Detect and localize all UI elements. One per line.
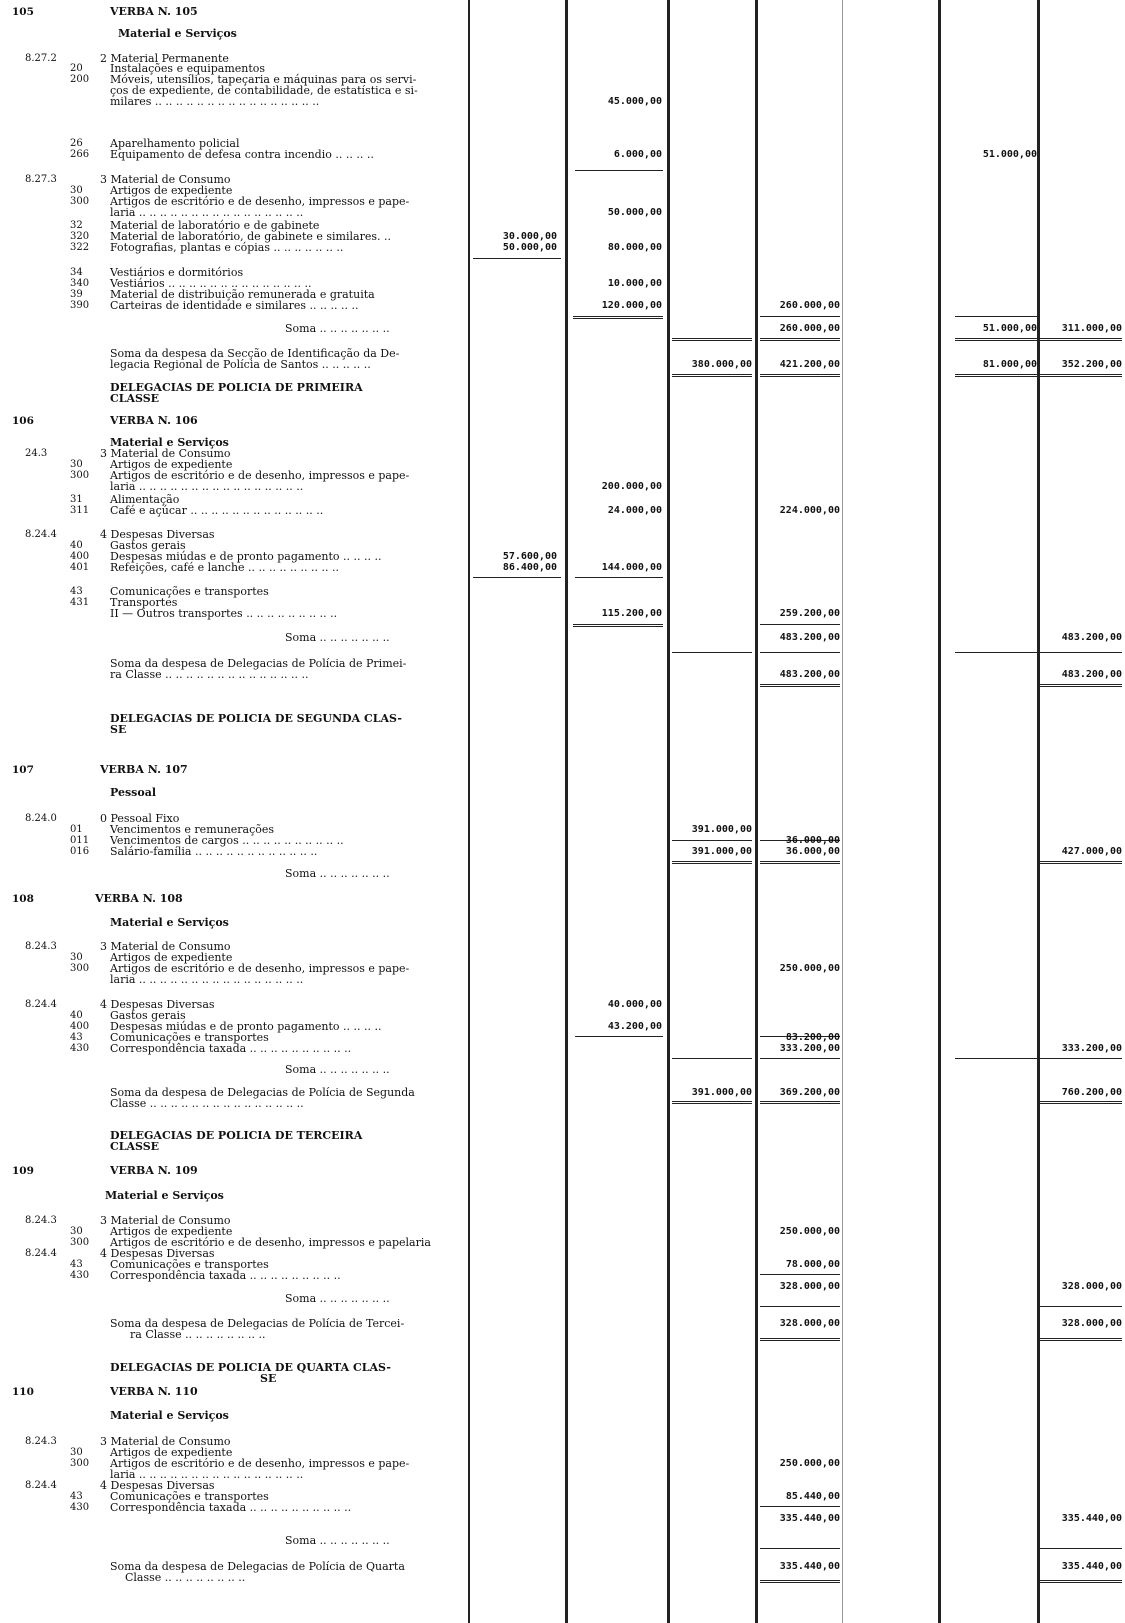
- amount-c1: 86.400,00: [502, 562, 557, 573]
- line-text: SE: [110, 723, 127, 736]
- rule: [955, 338, 1037, 344]
- line-text: Artigos de escritório e de desenho, impressos e pape-: [110, 469, 410, 482]
- line-text: Móveis, utensílios, tapeçaria e máquinas para os servi-: [110, 73, 417, 86]
- amount-c1: 57.600,00: [502, 551, 557, 562]
- subitem-code: 300: [70, 963, 90, 974]
- rule: [760, 652, 840, 653]
- line-text: Artigos de expediente: [110, 1225, 233, 1238]
- amount-c2: 24.000,00: [607, 505, 662, 516]
- amount-c2: 115.200,00: [601, 608, 662, 619]
- ledger-row: [0, 241, 1125, 255]
- line-text: Alimentação: [110, 493, 180, 506]
- ledger-row: [0, 867, 1125, 881]
- subitem-code: 30: [70, 1226, 83, 1237]
- item-number: 105: [12, 6, 34, 18]
- rule: [760, 374, 840, 380]
- ledger-row: [0, 392, 1125, 406]
- subitem-code: 320: [70, 231, 90, 242]
- rule: [760, 1058, 840, 1059]
- line-text: VERBA N. 108: [95, 892, 183, 905]
- amount-c6: 483.200,00: [1061, 632, 1122, 643]
- line-text: Material de laboratório, de gabinete e similares. ..: [110, 230, 391, 243]
- ledger-row: [0, 1042, 1125, 1056]
- line-text: VERBA N. 110: [110, 1385, 198, 1398]
- subitem-code: 20: [70, 63, 83, 74]
- amount-c2: 50.000,00: [607, 207, 662, 218]
- amount-c6: 328.000,00: [1061, 1318, 1122, 1329]
- ledger-row: [0, 1164, 1125, 1178]
- line-text: Soma .. .. .. .. .. .. ..: [285, 1292, 390, 1305]
- rule: [1040, 684, 1122, 690]
- subitem-code: 31: [70, 494, 83, 505]
- line-text: Vestiários .. .. .. .. .. .. .. .. .. .. .. .. .. ..: [110, 277, 312, 290]
- amount-c4: 224.000,00: [779, 505, 840, 516]
- subitem-code: 430: [70, 1270, 90, 1281]
- line-text: 4 Despesas Diversas: [100, 1479, 215, 1492]
- line-text: VERBA N. 105: [110, 5, 198, 18]
- subitem-code: 431: [70, 597, 90, 608]
- amount-c4: 421.200,00: [779, 359, 840, 370]
- amount-c1: 50.000,00: [502, 242, 557, 253]
- item-number: 106: [12, 415, 34, 427]
- ledger-row: [0, 148, 1125, 162]
- amount-c3: 391.000,00: [691, 824, 752, 835]
- line-text: Pessoal: [110, 786, 157, 799]
- rule: [955, 652, 1037, 653]
- amount-c4: 78.000,00: [785, 1259, 840, 1270]
- line-text: Soma da despesa de Delegacias de Polícia de Tercei-: [110, 1317, 405, 1330]
- rule: [575, 170, 663, 171]
- amount-c4: 83.200,00: [785, 1032, 840, 1043]
- amount-c6: 328.000,00: [1061, 1281, 1122, 1292]
- line-text: Material e Serviços: [110, 1409, 229, 1422]
- rule: [955, 1058, 1037, 1059]
- line-text: Material de laboratório e de gabinete: [110, 219, 320, 232]
- line-text: Material de distribuição remunerada e gratuita: [110, 288, 375, 301]
- amount-c4: 328.000,00: [779, 1318, 840, 1329]
- classification-code: 8.27.2: [25, 53, 57, 64]
- amount-c6: 335.440,00: [1061, 1513, 1122, 1524]
- line-text: Salário-família .. .. .. .. .. .. .. .. .. .. .. ..: [110, 845, 318, 858]
- ledger-row: [0, 1534, 1125, 1548]
- ledger-row: [0, 322, 1125, 336]
- ledger-row: [0, 299, 1125, 313]
- line-text: Soma da despesa de Delegacias de Polícia de Primei-: [110, 657, 407, 670]
- line-text: Vencimentos de cargos .. .. .. .. .. .. .. .. .. ..: [110, 834, 344, 847]
- subitem-code: 430: [70, 1502, 90, 1513]
- ledger-row: [0, 1385, 1125, 1399]
- amount-c4: 335.440,00: [779, 1561, 840, 1572]
- ledger-row: [0, 668, 1125, 682]
- line-text: Soma .. .. .. .. .. .. ..: [285, 1063, 390, 1076]
- line-text: Comunicações e transportes: [110, 1258, 269, 1271]
- rule: [473, 577, 561, 578]
- ledger-row: [0, 414, 1125, 428]
- subitem-code: 200: [70, 74, 90, 85]
- subitem-code: 401: [70, 562, 90, 573]
- rule: [760, 1548, 840, 1549]
- line-text: Soma da despesa da Secção de Identificação da De-: [110, 347, 400, 360]
- amount-c6: 311.000,00: [1061, 323, 1122, 334]
- line-text: 3 Material de Consumo: [100, 447, 231, 460]
- line-text: Material e Serviços: [110, 436, 229, 449]
- amount-c4: 260.000,00: [779, 323, 840, 334]
- amount-c6: 335.440,00: [1061, 1561, 1122, 1572]
- amount-c1: 30.000,00: [502, 231, 557, 242]
- subitem-code: 34: [70, 267, 83, 278]
- ledger-row: [0, 206, 1125, 220]
- subitem-code: 300: [70, 1237, 90, 1248]
- line-text: Despesas miúdas e de pronto pagamento .. .. .. ..: [110, 1020, 382, 1033]
- ledger-row: [0, 786, 1125, 800]
- rule: [672, 374, 752, 380]
- classification-code: 8.24.4: [25, 529, 57, 540]
- subitem-code: 30: [70, 185, 83, 196]
- subitem-code: 400: [70, 551, 90, 562]
- amount-c6: 760.200,00: [1061, 1087, 1122, 1098]
- line-text: Soma .. .. .. .. .. .. ..: [285, 631, 390, 644]
- rule: [760, 624, 840, 625]
- rule: [672, 652, 752, 653]
- line-text: Classe .. .. .. .. .. .. .. ..: [125, 1571, 246, 1584]
- rule: [575, 577, 663, 578]
- line-text: Vencimentos e remunerações: [110, 823, 275, 836]
- line-text: 3 Material de Consumo: [100, 1435, 231, 1448]
- line-text: laria .. .. .. .. .. .. .. .. .. .. .. .. .. .. .. ..: [110, 1468, 304, 1481]
- amount-c4: 259.200,00: [779, 608, 840, 619]
- rule: [1040, 1058, 1122, 1059]
- line-text: Vestiários e dormitórios: [110, 266, 244, 279]
- amount-c4: 250.000,00: [779, 1226, 840, 1237]
- ledger-row: [0, 1328, 1125, 1342]
- ledger-row: [0, 763, 1125, 777]
- subitem-code: 43: [70, 1259, 83, 1270]
- line-text: Gastos gerais: [110, 1009, 186, 1022]
- subitem-code: 32: [70, 220, 83, 231]
- ledger-row: [0, 1140, 1125, 1154]
- line-text: Soma da despesa de Delegacias de Polícia de Quarta: [110, 1560, 405, 1573]
- rule: [760, 684, 840, 690]
- amount-c3: 391.000,00: [691, 1087, 752, 1098]
- subitem-code: 40: [70, 1010, 83, 1021]
- item-number: 110: [12, 1386, 34, 1398]
- ledger-row: [0, 95, 1125, 109]
- subitem-code: 40: [70, 540, 83, 551]
- ledger-row: [0, 480, 1125, 494]
- line-text: DELEGACIAS DE POLICIA DE QUARTA CLAS-: [110, 1361, 391, 1374]
- line-text: Refeições, café e lanche .. .. .. .. .. .. .. .. ..: [110, 561, 339, 574]
- line-text: Comunicações e transportes: [110, 1490, 269, 1503]
- amount-c4: 85.440,00: [785, 1491, 840, 1502]
- amount-c2: 45.000,00: [607, 96, 662, 107]
- amount-c6: 352.200,00: [1061, 359, 1122, 370]
- line-text: 4 Despesas Diversas: [100, 998, 215, 1011]
- subitem-code: 43: [70, 586, 83, 597]
- rule: [760, 338, 840, 344]
- amount-c2: 120.000,00: [601, 300, 662, 311]
- line-text: Comunicações e transportes: [110, 585, 269, 598]
- line-text: DELEGACIAS DE POLICIA DE TERCEIRA: [110, 1129, 363, 1142]
- classification-code: 8.24.4: [25, 999, 57, 1010]
- rule: [1040, 338, 1122, 344]
- line-text: VERBA N. 106: [110, 414, 198, 427]
- subitem-code: 430: [70, 1043, 90, 1054]
- subitem-code: 30: [70, 952, 83, 963]
- rule: [672, 1058, 752, 1059]
- rule: [672, 338, 752, 344]
- amount-c4: 36.000,00: [785, 846, 840, 857]
- classification-code: 8.24.3: [25, 1436, 57, 1447]
- subitem-code: 322: [70, 242, 90, 253]
- line-text: DELEGACIAS DE POLICIA DE SEGUNDA CLAS-: [110, 712, 402, 725]
- line-text: ços de expediente, de contabilidade, de estatística e si-: [110, 84, 418, 97]
- line-text: 2 Material Permanente: [100, 52, 229, 65]
- ledger-row: [0, 607, 1125, 621]
- amount-c2: 43.200,00: [607, 1021, 662, 1032]
- ledger-row: [0, 561, 1125, 575]
- rule: [1040, 1548, 1122, 1549]
- line-text: Artigos de expediente: [110, 1446, 233, 1459]
- line-text: Artigos de escritório e de desenho, impressos e papelaria: [110, 1236, 431, 1249]
- line-text: 3 Material de Consumo: [100, 940, 231, 953]
- line-text: Material e Serviços: [118, 27, 237, 40]
- subitem-code: 340: [70, 278, 90, 289]
- amount-c4: 483.200,00: [779, 632, 840, 643]
- rule: [760, 1306, 840, 1307]
- subitem-code: 43: [70, 1032, 83, 1043]
- ledger-row: [0, 631, 1125, 645]
- ledger-row: [0, 27, 1125, 41]
- item-number: 107: [12, 764, 34, 776]
- rule: [1040, 1306, 1122, 1307]
- classification-code: 8.24.3: [25, 941, 57, 952]
- line-text: Carteiras de identidade e similares .. .. .. .. ..: [110, 299, 359, 312]
- line-text: Equipamento de defesa contra incendio .. .. .. ..: [110, 148, 374, 161]
- subitem-code: 30: [70, 459, 83, 470]
- line-text: Material e Serviços: [110, 916, 229, 929]
- classification-code: 8.24.0: [25, 813, 57, 824]
- line-text: milares .. .. .. .. .. .. .. .. .. .. .. .. .. .. .. ..: [110, 95, 320, 108]
- rule: [1040, 374, 1122, 380]
- amount-c4: 483.200,00: [779, 669, 840, 680]
- subitem-code: 266: [70, 149, 90, 160]
- subitem-code: 011: [70, 835, 90, 846]
- rule: [955, 374, 1037, 380]
- line-text: Fotografias, plantas e cópias .. .. .. .. .. .. ..: [110, 241, 344, 254]
- line-text: Material e Serviços: [105, 1189, 224, 1202]
- line-text: Soma da despesa de Delegacias de Polícia de Segunda: [110, 1086, 415, 1099]
- classification-code: 8.27.3: [25, 174, 57, 185]
- item-number: 108: [12, 893, 34, 905]
- amount-c4: 250.000,00: [779, 1458, 840, 1469]
- amount-c3: 380.000,00: [691, 359, 752, 370]
- line-text: II — Outros transportes .. .. .. .. .. .. .. .. ..: [110, 607, 338, 620]
- line-text: Soma .. .. .. .. .. .. ..: [285, 322, 390, 335]
- ledger-row: [0, 916, 1125, 930]
- ledger-row: [0, 1292, 1125, 1306]
- line-text: Aparelhamento policial: [110, 137, 240, 150]
- amount-c4: 250.000,00: [779, 963, 840, 974]
- classification-code: 8.24.4: [25, 1248, 57, 1259]
- subitem-code: 311: [70, 505, 90, 516]
- amount-c5: 51.000,00: [982, 149, 1037, 160]
- ledger-row: [0, 1571, 1125, 1585]
- subitem-code: 300: [70, 1458, 90, 1469]
- amount-c2: 6.000,00: [613, 149, 662, 160]
- ledger-row: [0, 5, 1125, 19]
- rule: [760, 316, 840, 317]
- line-text: Transportes: [110, 596, 178, 609]
- line-text: Soma .. .. .. .. .. .. ..: [285, 1534, 390, 1547]
- subitem-code: 390: [70, 300, 90, 311]
- line-text: Artigos de expediente: [110, 458, 233, 471]
- ledger-row: [0, 1372, 1125, 1386]
- ledger-row: [0, 358, 1125, 372]
- line-text: Artigos de expediente: [110, 951, 233, 964]
- ledger-row: [0, 973, 1125, 987]
- rule: [1040, 652, 1122, 653]
- subitem-code: 300: [70, 470, 90, 481]
- line-text: laria .. .. .. .. .. .. .. .. .. .. .. .. .. .. .. ..: [110, 480, 304, 493]
- rule: [473, 258, 561, 259]
- amount-c6: 427.000,00: [1061, 846, 1122, 857]
- rule: [573, 624, 663, 630]
- ledger-row: [0, 845, 1125, 859]
- line-text: Correspondência taxada .. .. .. .. .. .. .. .. ..: [110, 1269, 341, 1282]
- line-text: Correspondência taxada .. .. .. .. .. .. .. .. .. ..: [110, 1042, 352, 1055]
- line-text: VERBA N. 109: [110, 1164, 198, 1177]
- ledger-row: [0, 892, 1125, 906]
- classification-code: 8.24.3: [25, 1215, 57, 1226]
- subitem-code: 26: [70, 138, 83, 149]
- line-text: Gastos gerais: [110, 539, 186, 552]
- line-text: Instalações e equipamentos: [110, 62, 266, 75]
- line-text: Artigos de escritório e de desenho, impressos e pape-: [110, 962, 410, 975]
- line-text: Artigos de escritório e de desenho, impressos e pape-: [110, 195, 410, 208]
- item-number: 109: [12, 1165, 34, 1177]
- amount-c2: 40.000,00: [607, 999, 662, 1010]
- line-text: 0 Pessoal Fixo: [100, 812, 180, 825]
- amount-c4: 328.000,00: [779, 1281, 840, 1292]
- line-text: Artigos de escritório e de desenho, impressos e pape-: [110, 1457, 410, 1470]
- line-text: ra Classe .. .. .. .. .. .. .. ..: [130, 1328, 266, 1341]
- line-text: CLASSE: [110, 1140, 160, 1153]
- amount-c2: 144.000,00: [601, 562, 662, 573]
- subitem-code: 400: [70, 1021, 90, 1032]
- amount-c2: 80.000,00: [607, 242, 662, 253]
- ledger-row: [0, 723, 1125, 737]
- line-text: ra Classe .. .. .. .. .. .. .. .. .. .. .. .. .. ..: [110, 668, 309, 681]
- line-text: SE: [260, 1372, 277, 1385]
- line-text: 4 Despesas Diversas: [100, 528, 215, 541]
- ledger-row: [0, 1409, 1125, 1423]
- subitem-code: 016: [70, 846, 90, 857]
- line-text: Café e açúcar .. .. .. .. .. .. .. .. .. .. .. .. ..: [110, 504, 324, 517]
- amount-c4: 260.000,00: [779, 300, 840, 311]
- classification-code: 24.3: [25, 448, 48, 459]
- amount-c2: 10.000,00: [607, 278, 662, 289]
- ledger-row: [0, 1097, 1125, 1111]
- line-text: DELEGACIAS DE POLICIA DE PRIMEIRA: [110, 381, 363, 394]
- amount-c6: 483.200,00: [1061, 669, 1122, 680]
- subitem-code: 30: [70, 1447, 83, 1458]
- line-text: 3 Material de Consumo: [100, 173, 231, 186]
- rule: [955, 316, 1037, 317]
- amount-c2: 200.000,00: [601, 481, 662, 492]
- ledger-row: [0, 1063, 1125, 1077]
- line-text: CLASSE: [110, 392, 160, 405]
- ledger-row: [0, 1189, 1125, 1203]
- ledger-row: [0, 504, 1125, 518]
- line-text: Despesas miúdas e de pronto pagamento .. .. .. ..: [110, 550, 382, 563]
- amount-c4: 333.200,00: [779, 1043, 840, 1054]
- line-text: Soma .. .. .. .. .. .. ..: [285, 867, 390, 880]
- line-text: 4 Despesas Diversas: [100, 1247, 215, 1260]
- amount-c3: 391.000,00: [691, 846, 752, 857]
- line-text: legacia Regional de Polícia de Santos .. .. .. .. ..: [110, 358, 371, 371]
- amount-c5: 81.000,00: [982, 359, 1037, 370]
- amount-c4: 335.440,00: [779, 1513, 840, 1524]
- line-text: VERBA N. 107: [100, 763, 188, 776]
- line-text: Comunicações e transportes: [110, 1031, 269, 1044]
- subitem-code: 39: [70, 289, 83, 300]
- subitem-code: 01: [70, 824, 83, 835]
- line-text: Artigos de expediente: [110, 184, 233, 197]
- subitem-code: 43: [70, 1491, 83, 1502]
- line-text: laria .. .. .. .. .. .. .. .. .. .. .. .. .. .. .. ..: [110, 206, 304, 219]
- line-text: Classe .. .. .. .. .. .. .. .. .. .. .. .. .. .. ..: [110, 1097, 304, 1110]
- line-text: laria .. .. .. .. .. .. .. .. .. .. .. .. .. .. .. ..: [110, 973, 304, 986]
- amount-c5: 51.000,00: [982, 323, 1037, 334]
- amount-c4: 36.000,00: [785, 835, 840, 846]
- amount-c4: 369.200,00: [779, 1087, 840, 1098]
- classification-code: 8.24.4: [25, 1480, 57, 1491]
- line-text: 3 Material de Consumo: [100, 1214, 231, 1227]
- ledger-row: [0, 1512, 1125, 1526]
- line-text: Correspondência taxada .. .. .. .. .. .. .. .. .. ..: [110, 1501, 352, 1514]
- amount-c6: 333.200,00: [1061, 1043, 1122, 1054]
- subitem-code: 300: [70, 196, 90, 207]
